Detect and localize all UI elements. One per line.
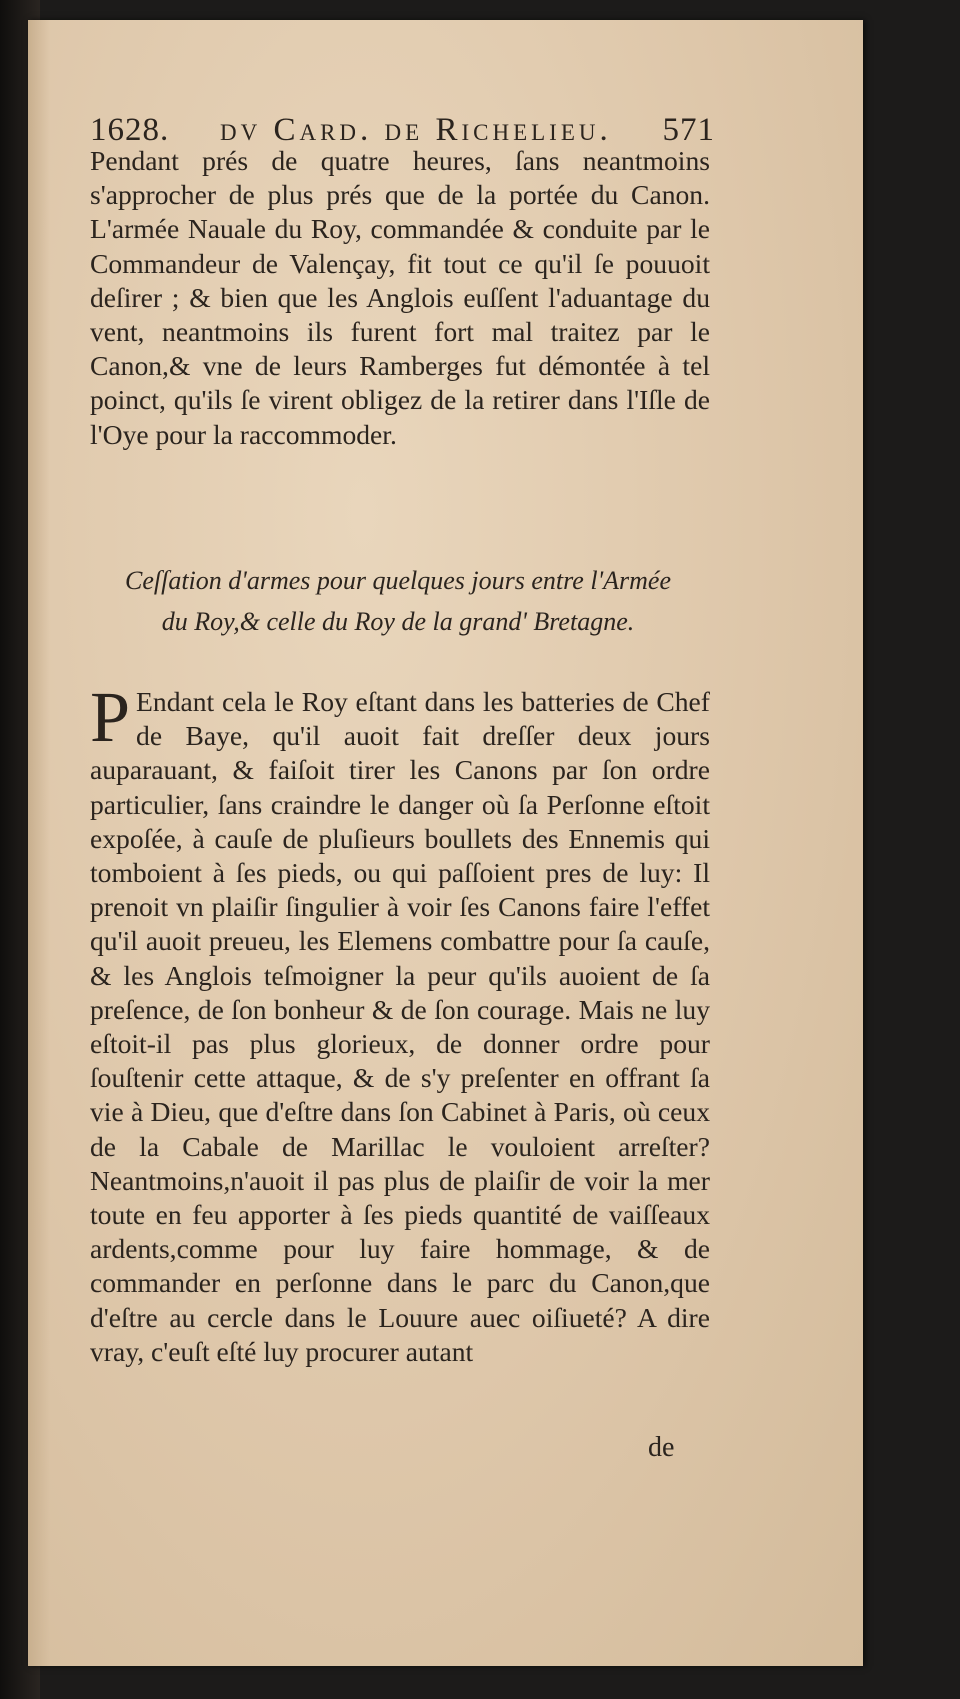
page-number: 571 [662, 112, 715, 148]
running-head-year: 1628. [90, 112, 170, 148]
paragraph-2 [90, 677, 710, 1369]
paragraph-2-text: Endant cela le Roy eſtant dans les batteries de Chef de Baye, qu'il auoit fait dreſſer deux jours auparauant, & faiſoit tirer les Canons par ſon ordre particulier, ſans craindre le danger où ſa Perſonne eſtoit expoſée, à cauſe de pluſieurs boullets des Ennemis qui tomboient à ſes pieds, ou qui paſſoient pres de luy: Il prenoit vn plaiſir ſingulier à voir ſes Canons faire l'effet qu'il auoit preueu, les Elemens combattre pour ſa cauſe, & les Anglois teſmoigner la peur qu'ils auoient de ſa preſence, de ſon bonheur & de ſon courage. Mais ne luy eſtoit-il pas plus glorieux, de donner ordre pour ſouſtenir cette attaque, & de s'y preſenter en offrant ſa vie à Dieu, que d'eſtre dans ſon Cabinet à Paris, où ceux de la Cabale de Marillac le vouloient arreſter? Neantmoins,n'auoit il pas plus de plaiſir de voir la mer toute en feu apporter à ſes pieds quantité de vaiſſeaux ardents,comme pour luy faire hommage, & de commander en perſonne dans le parc du Canon,que d'eſtre au cercle dans le Louure auec oiſiueté? A dire vray, c'euſt eſté luy procurer autant [90, 686, 710, 1367]
page-inner-edge [28, 20, 50, 1666]
running-head-title: dv Card. de Richelieu. [220, 112, 612, 148]
paragraph-1: Pendant prés de quatre heures, ſans neantmoins s'approcher de plus prés que de la portée du Canon. L'armée Nauale du Roy, commandée & conduite par le Commandeur de Valençay, fit tout ce qu'il ſe pouuoit deſirer ; & bien que les Anglois euſſent l'aduantage du vent, neantmoins ils furent fort mal traitez par le Canon,& vne de leurs Ramberges fut démontée à tel poinct, qu'ils ſe virent obligez de la retirer dans l'Iſle de l'Oye pour la raccommoder. [90, 145, 710, 450]
drop-cap: P [90, 677, 131, 757]
section-heading: Ceſſation d'armes pour quelques jours entre l'Armée du Roy,& celle du Roy de la grand' Bretagne. [125, 566, 671, 636]
catchword: de [648, 1432, 675, 1463]
book-page [28, 20, 863, 1666]
